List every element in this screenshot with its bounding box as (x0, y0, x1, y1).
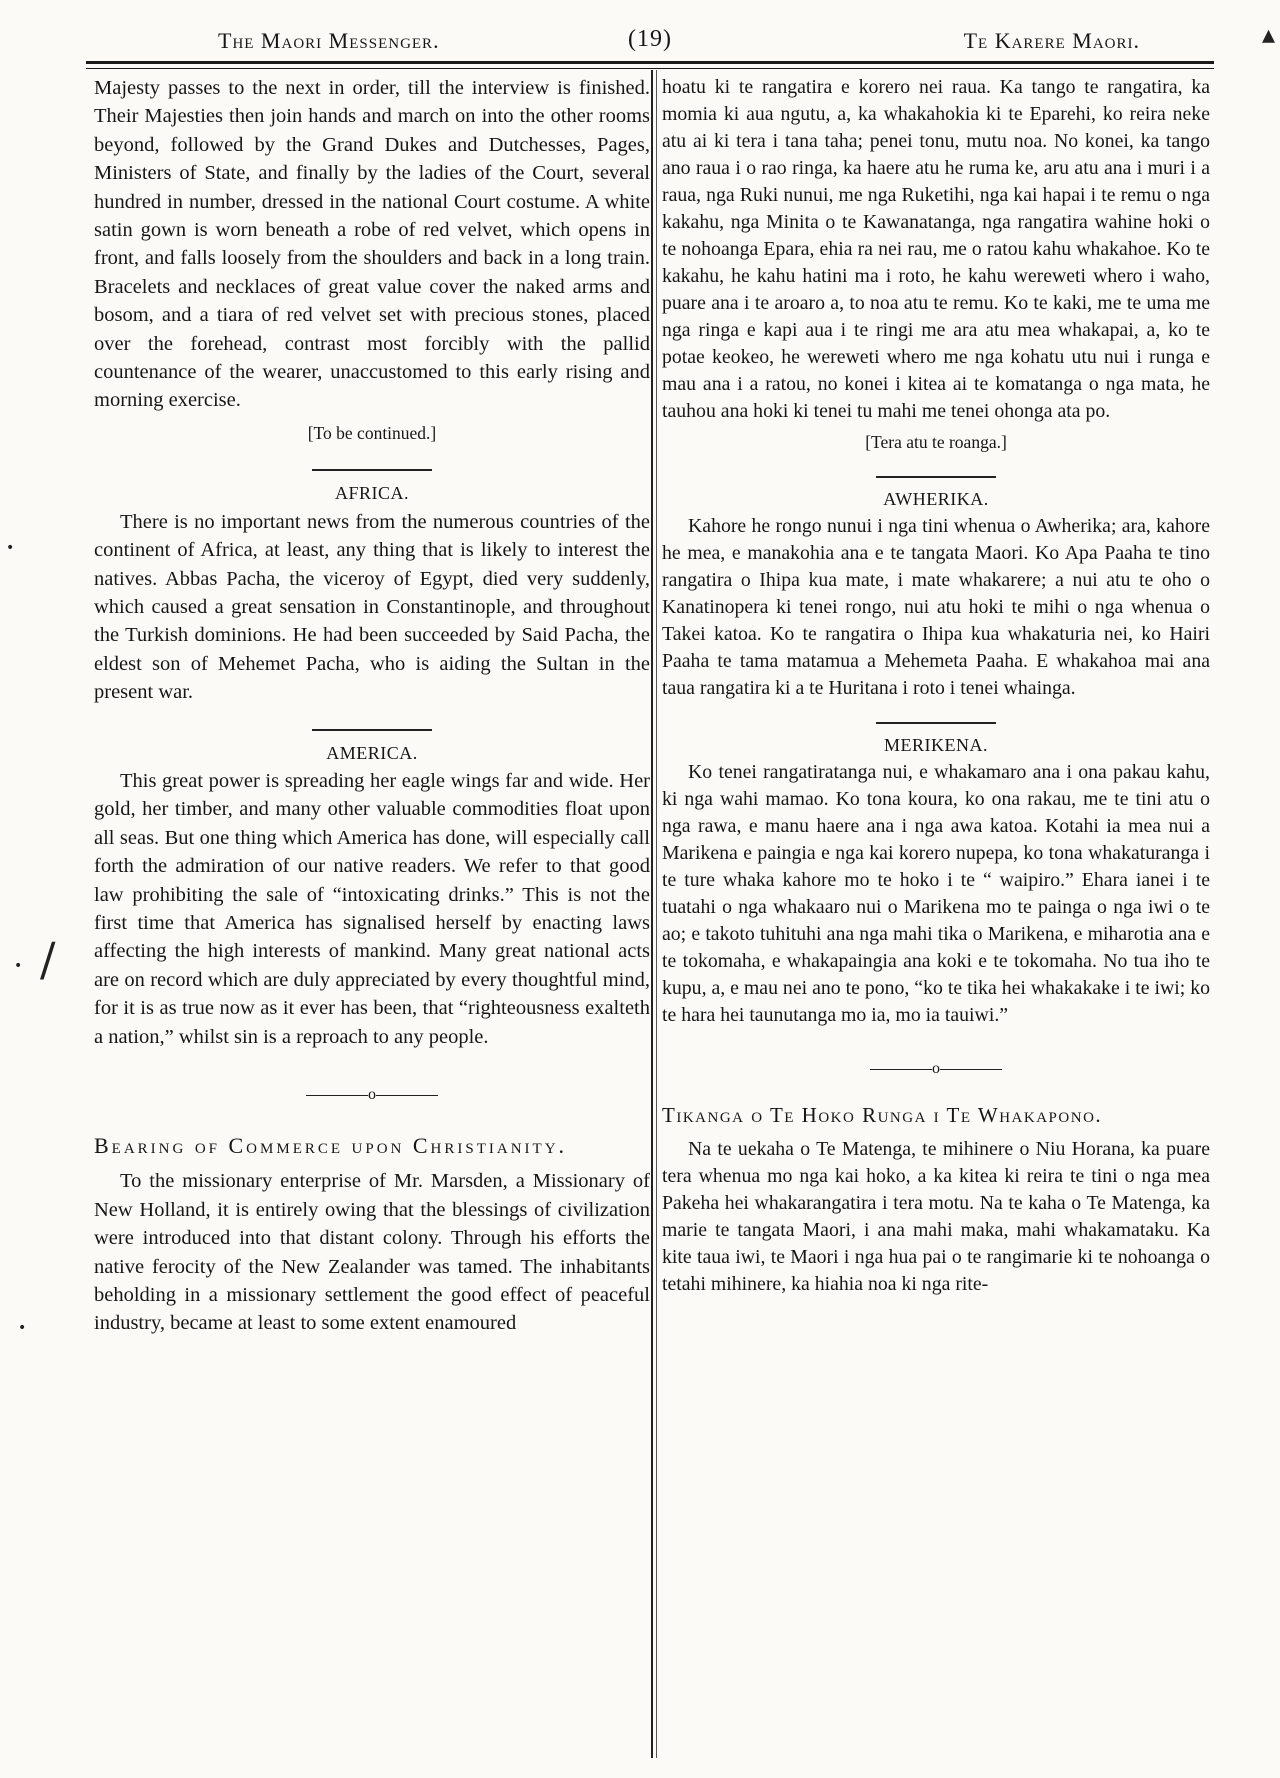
english-column (94, 74, 650, 1338)
america-article: This great power is spreading her eagle wings far and wide. Her gold, her timber, and many other valuable commodities float upon all seas. But one thing which America has done, will especially call forth the admiration of our native readers. We refer to that good law prohibiting the sale of “intoxicating drinks.” This is not the first time that America has signalised herself by enacting laws affecting the high interests of mankind. Many great national acts are on record which are duly appreciated by every thoughtful mind, for it is as true now as it ever has been, that “righteousness exalteth a nation,” whilst sin is a reproach to any people. (94, 769, 650, 1048)
merikena-article: Ko tenei rangatiratanga nui, e whakamaro ana i ona pakau kahu, ki nga wahi mamao. Ko tona koura, ko ona rakau, me te tini atu o nga rawa, e manu haere ana i nga awa katoa. Kotahi ia mea nui a Marikena e paingia e nga kai korero nupepa, ko tona whakaturanga i te ture whaka kahore mo te hoko i te “ waipiro.” Ehara ianei i te tuatahi o nga whakaaro nui o Marikena mo te painga o nga iwi o te ao; e takoto tuhituhi ana nga mahi tika o Marikena, e miharotia ana e te tokomaha, e whakapaingia ana koki e te tokomaha. No tua iho te kupu, a, e mau nei ano te pono, “ko te tika hei whakakake i te iwi; ko te hara hei taunutanga mo ia, mo ia tauiwi.” (662, 761, 1210, 1026)
awherika-article: Kahore he rongo nunui i nga tini whenua o Awherika; ara, kahore he mea, e manakohia ana e te tangata Maori. Ko Apa Paaha te tino rangatira o Ihipa kua mate, i mate whakarere; a nui atu te oho o Kanatinopera ki tenei rongo, nui atu hoki te mihi o nga whenua o Takei katoa. Ko te rangatira o Ihipa kua whakaturia nei, ko Hairi Paaha te tama matamua a Mehemeta Paaha. E whakahoa mai ana taua rangatira ki a te Huritana i roto i tenei whainga. (662, 515, 1210, 699)
court-article-continuation-maori: hoatu ki te rangatira e korero nei raua. Ka tango te rangatira, ka momia ki aua ngutu, a, ka whakahokia ki te Eparehi, ko reira neke atu ai ki tera i tana taha; penei tonu, mutu noa. No konei, ka tango ano raua i o rao ringa, ka haere atu he ruma ke, aru atu ana i muri i a raua, nga Ruki nunui, me nga Ruketihi, nga kai hapai i te remu o nga kakahu, nga Minita o te Kawanatanga, nga rangatira wahine hoki o te nohoanga Epara, ehia ra nei rau, me o ratou kahu whakahoe. Ko te kakahu, he kahu hatini ma i roto, he kahu wereweti whero i waho, puare ana i te aroaro a, to noa atu te remu. Ko te kaki, me te uma me nga ringa e kapi aua i te ringi me ara atu mea whakapai, a, ko te potae keokeo, he wereweti whero me nga kohatu utu nui i runga e mau ana i a ratou, no konei i kitea ai te komatanga o nga mata, he tauhou ana hoki ki tenei tu mahi me tenei ohonga ata po. (662, 76, 1210, 422)
to-be-continued: [To be continued.] (307, 422, 437, 443)
ornament-divider: o (94, 1081, 650, 1109)
court-article-continuation: Majesty passes to the next in order, till the interview is finished. Their Majesties then join hands and march on into the other rooms beyond, followed by the Grand Dukes and Dutchesses, Pages, Ministers of State, and finally by the ladies of the Court, several hundred in number, dressed in the national Court costume. A white satin gown is worn beneath a robe of red velvet, which opens in front, and falls loosely from the shoulders and back in a long train. Bracelets and necklaces of great value cover the naked arms and bosom, and a tiara of red velvet set with precious stones, placed over the forehead, contrast most forcibly with the pallid countenance of the wearer, unaccustomed to this early rising and morning exercise. (94, 77, 650, 412)
awherika-heading: AWHERIKA. (883, 489, 989, 509)
merikena-heading: MERIKENA. (884, 735, 988, 755)
commerce-article: To the missionary enterprise of Mr. Marsden, a Missionary of New Holland, it is entirely owing that the blessings of civilization were introduced into that distant colony. Through his efforts the native ferocity of the New Zealander was tamed. The inhabitants beholding in a missionary settlement the good effect of peaceful industry, became at least to some extent enamoured (94, 1170, 650, 1335)
africa-heading: AFRICA. (334, 483, 409, 504)
header-english-title: The Maori Messenger. (218, 28, 440, 53)
maori-column (662, 74, 1210, 1298)
america-heading: AMERICA. (326, 742, 418, 763)
margin-slash-mark: / (40, 932, 56, 986)
page-header (130, 14, 1210, 54)
margin-dot: • (18, 1320, 27, 1336)
tera-atu-te-roanga: [Tera atu te roanga.] (865, 432, 1007, 452)
corner-mark: ▴ (1262, 20, 1276, 50)
column-divider (651, 70, 653, 1758)
margin-dot: • (6, 540, 15, 556)
tikanga-article: Na te uekaha o Te Matenga, te mihinere o Niu Horana, ka puare tera whenua mo nga kai hoko, a ka kitea ki reira te tini o nga mea Pakeha hei whakarangatira i tera motu. Na te kaha o Te Matenga, ka marie te tangata Maori, i ana mahi maka, mahi whakamataku. Ka kite taua iwi, te Maori i nga hua pai o te rangimarie ki te nohoanga o tetahi mihinere, ka hiahia noa ki nga rite- (662, 1138, 1210, 1295)
ornament-divider: o (662, 1055, 1210, 1082)
tikanga-title: Tikanga o Te Hoko Runga i Te Whakapono. (662, 1103, 1103, 1127)
africa-article: There is no important news from the numerous countries of the continent of Africa, at least, any thing that is likely to interest the natives. Abbas Pacha, the viceroy of Egypt, died very suddenly, which caused a great sensation in Constantinople, and throughout the Turkish dominions. He had been succeeded by Said Pacha, the eldest son of Mehemet Pacha, who is aiding the Sultan in the present war. (94, 510, 650, 704)
header-rule-thin (86, 68, 1214, 69)
header-rule-thick (86, 61, 1214, 64)
column-divider-thin (656, 70, 657, 1758)
margin-dot: • (14, 958, 23, 974)
page-number: (19) (628, 26, 672, 52)
commerce-title: Bearing of Commerce upon Christianity. (94, 1133, 568, 1159)
header-maori-title: Te Karere Maori. (963, 28, 1140, 53)
